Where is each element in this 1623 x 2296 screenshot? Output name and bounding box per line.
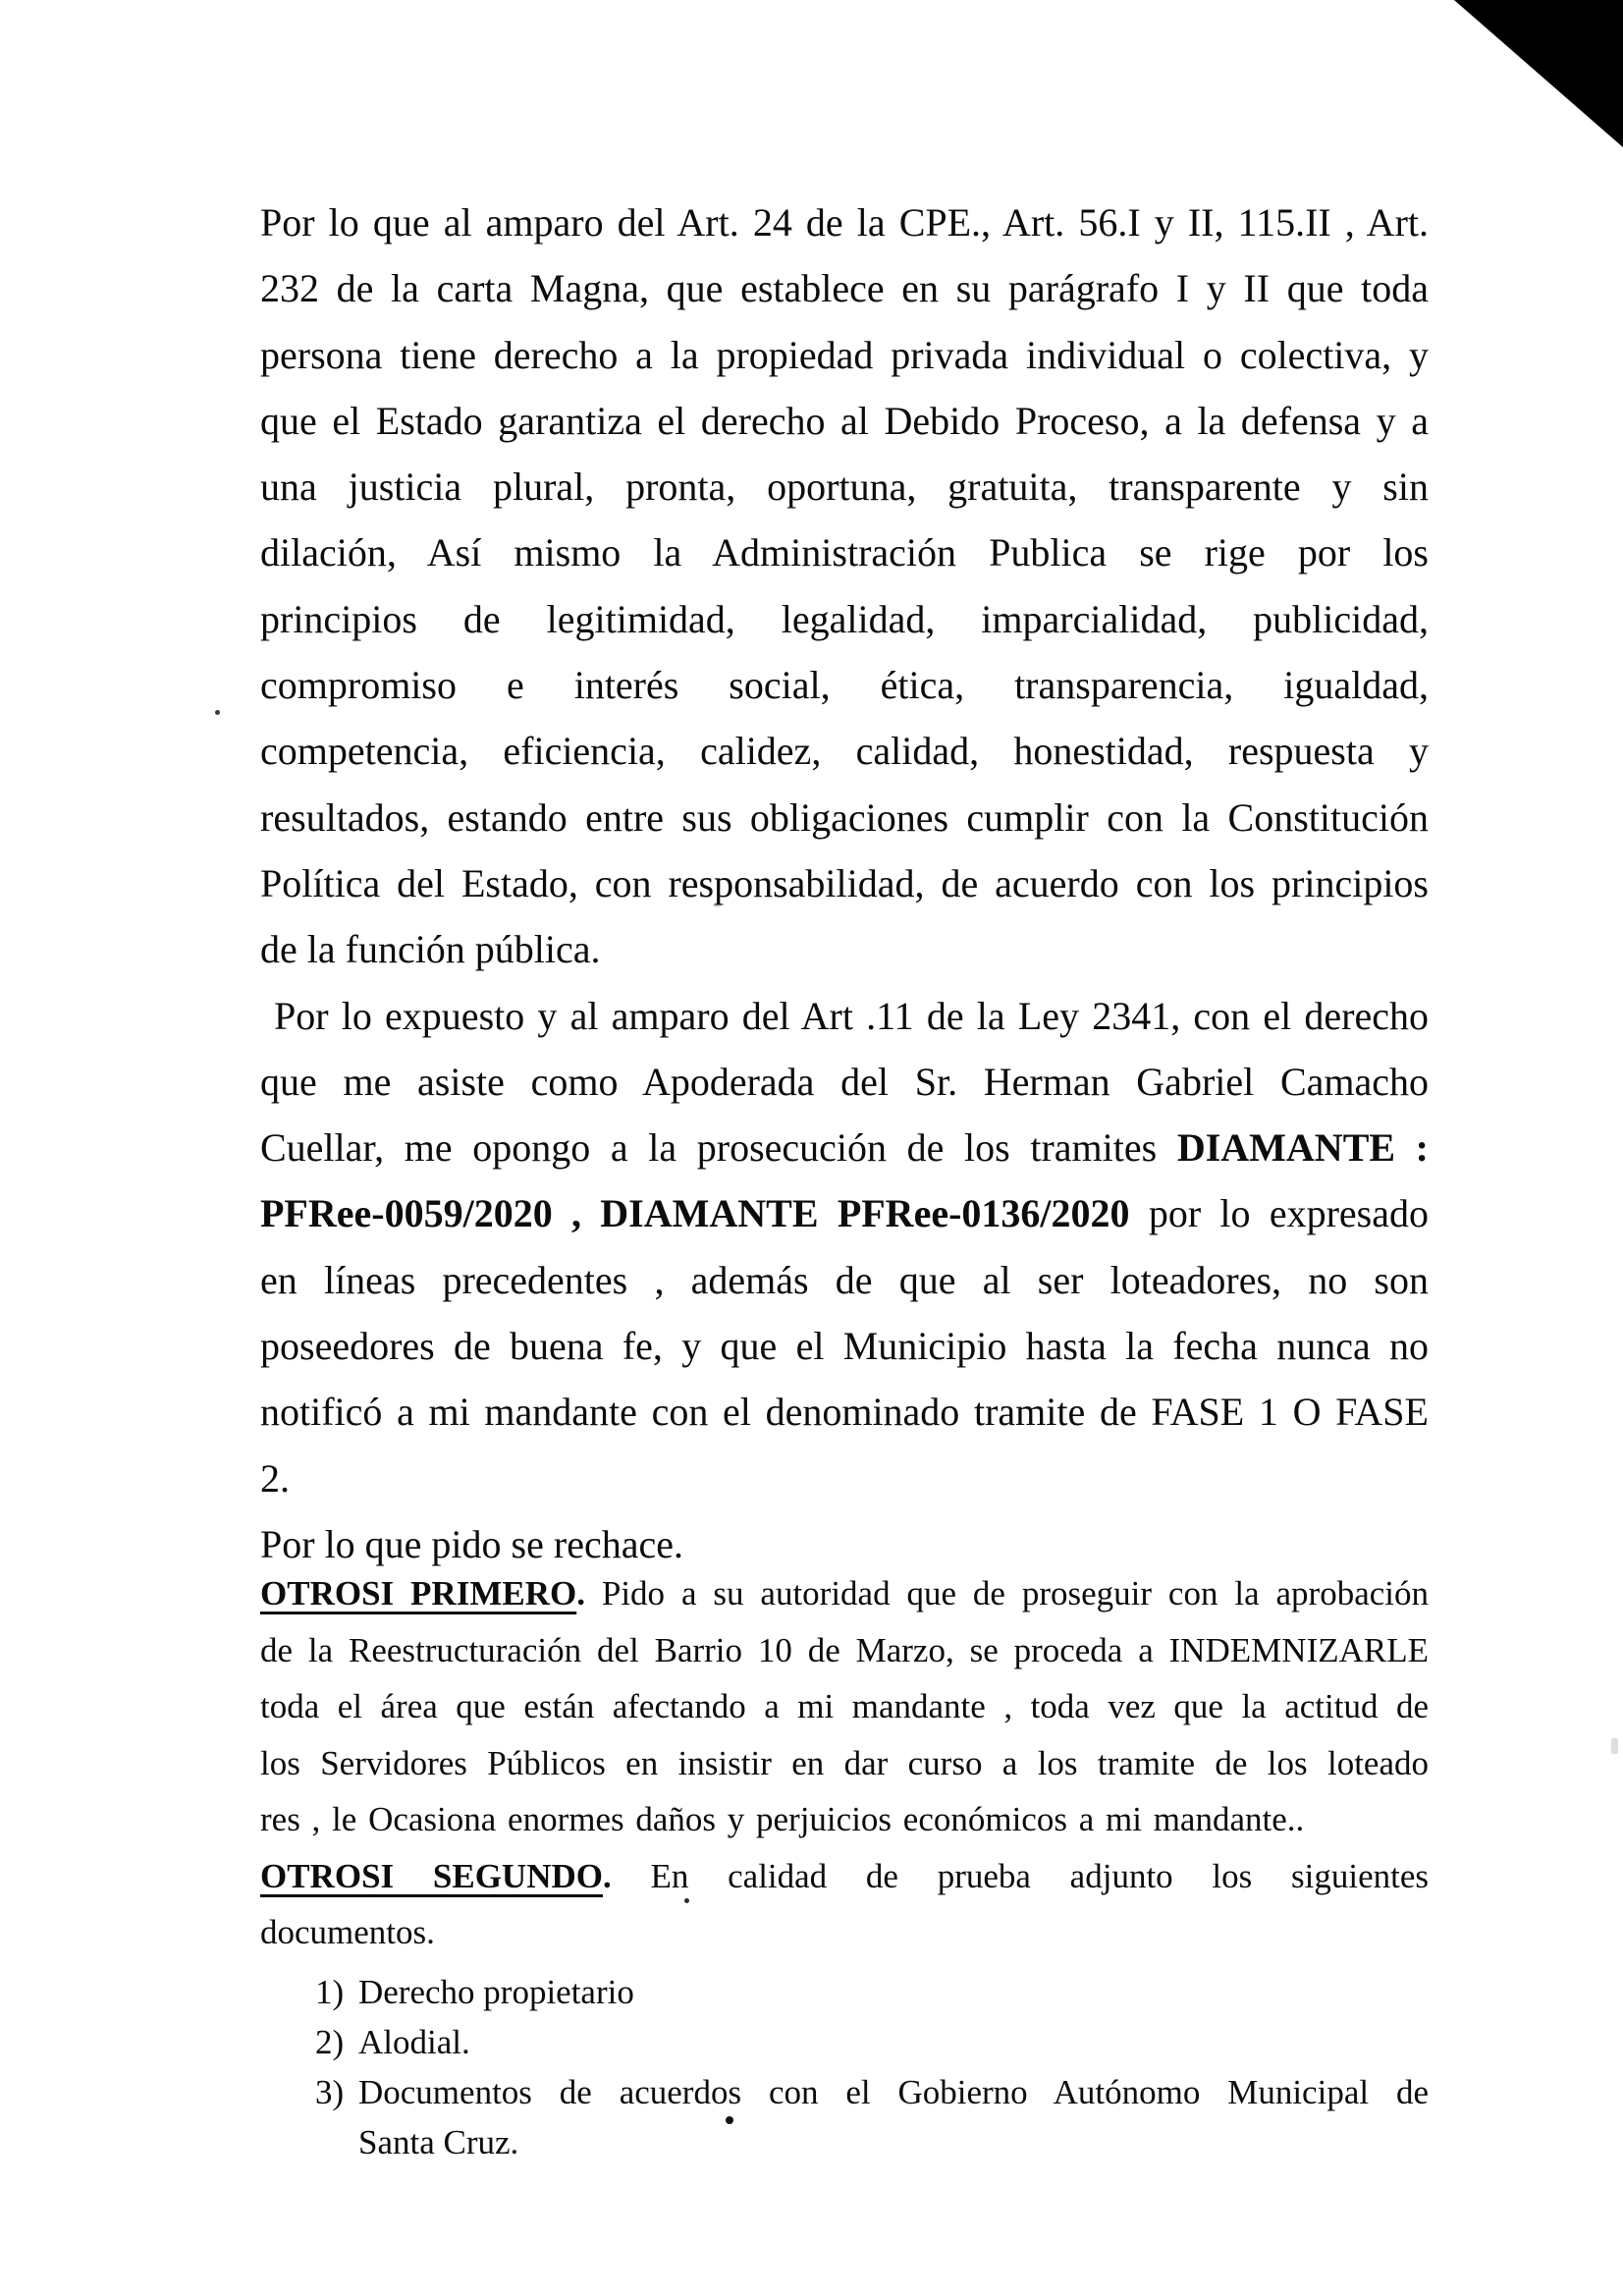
- heading-period: .: [603, 1856, 612, 1895]
- text-line: notificó a mi mandante con el denominado tramite de FASE 1 O FASE: [260, 1390, 1429, 1435]
- text-line: en líneas precedentes , además de que al ser loteadores, no son: [260, 1257, 1429, 1302]
- otrosi-sections: [260, 1565, 1429, 1961]
- document-body: [260, 190, 1429, 2167]
- list-item-number: 3): [315, 2072, 345, 2111]
- text-line: compromiso e interés social, ética, transparencia, igualdad,: [260, 663, 1429, 708]
- list-item-number: 2): [315, 2022, 345, 2061]
- text-line: res , le Ocasiona enormes daños y perjuicios económicos a mi mandante..: [260, 1800, 1305, 1839]
- list-item: [260, 2067, 1429, 2167]
- ink-speck: [1611, 1738, 1618, 1754]
- text-line: Por lo expuesto y al amparo del Art .11 de la Ley 2341, con el derecho: [274, 993, 1429, 1038]
- list-item-text: Derecho propietario: [358, 1972, 634, 2011]
- heading-period: .: [576, 1574, 585, 1613]
- text-line: Política del Estado, con responsabilidad, de acuerdo con los principios: [260, 860, 1429, 905]
- text-line: toda el área que están afectando a mi mandante , toda vez que la actitud de: [260, 1687, 1429, 1726]
- text-segment: Cuellar, me opongo a la prosecución de los tramites: [260, 1125, 1177, 1171]
- ink-speck: [215, 710, 220, 715]
- list-item-number: 1): [315, 1972, 345, 2011]
- text-line: una justicia plural, pronta, oportuna, gratuita, transparente y sin: [260, 465, 1429, 510]
- list-item: [260, 1967, 1429, 2017]
- text-line: documentos.: [260, 1913, 435, 1952]
- text-segment: por lo expresado: [1129, 1191, 1429, 1236]
- text-line: dilación, Así mismo la Administración Publica se rige por los: [260, 530, 1429, 575]
- list-item-text-continuation: Santa Cruz.: [358, 2122, 519, 2161]
- otrosi-primero-heading: OTROSI PRIMERO: [260, 1574, 577, 1613]
- otrosi-segundo-heading: OTROSI SEGUNDO: [260, 1856, 603, 1895]
- text-line: [260, 1565, 1429, 1622]
- list-item-text: Documentos de acuerdos con el Gobierno Autónomo Municipal de: [358, 2072, 1429, 2111]
- text-line: competencia, eficiencia, calidez, calidad, honestidad, respuesta y: [260, 729, 1429, 774]
- text-line: que me asiste como Apoderada del Sr. Herman Gabriel Camacho: [260, 1059, 1429, 1104]
- text-line: 232 de la carta Magna, que establece en su parágrafo I y II que toda: [260, 266, 1429, 311]
- text-line: persona tiene derecho a la propiedad privada individual o colectiva, y: [260, 332, 1429, 377]
- text-segment: En calidad de prueba adjunto los siguientes: [611, 1856, 1429, 1895]
- text-line: [260, 1848, 1429, 1905]
- text-line: Por lo que al amparo del Art. 24 de la CPE., Art. 56.I y II, 115.II , Art.: [260, 200, 1429, 245]
- text-line: 2.: [260, 1455, 290, 1501]
- text-line: que el Estado garantiza el derecho al Debido Proceso, a la defensa y a: [260, 398, 1429, 443]
- text-segment: Pido a su autoridad que de proseguir con la aprobación: [584, 1574, 1429, 1613]
- list-item: [260, 2017, 1429, 2067]
- text-line: de la Reestructuración del Barrio 10 de Marzo, se proceda a INDEMNIZARLE: [260, 1630, 1429, 1669]
- case-numbers-pfree: PFRee-0059/2020 , DIAMANTE PFRee-0136/2020: [260, 1191, 1130, 1236]
- text-line: [260, 1115, 1429, 1180]
- text-line: [260, 1180, 1429, 1246]
- scan-corner-artifact: [1454, 0, 1623, 147]
- petition-line: Por lo que pido se rechace.: [260, 1521, 683, 1566]
- opening-paragraph: [260, 190, 1429, 1577]
- list-item-text: Alodial.: [358, 2022, 470, 2061]
- text-line: resultados, estando entre sus obligaciones cumplir con la Constitución: [260, 794, 1429, 840]
- text-line: los Servidores Públicos en insistir en dar curso a los tramite de los loteado: [260, 1743, 1429, 1782]
- evidence-list: [260, 1967, 1429, 2167]
- text-line: de la función pública.: [260, 927, 601, 972]
- text-line: principios de legitimidad, legalidad, imparcialidad, publicidad,: [260, 596, 1429, 641]
- text-line: poseedores de buena fe, y que el Municipio hasta la fecha nunca no: [260, 1324, 1429, 1369]
- case-number-diamante: DIAMANTE :: [1176, 1125, 1430, 1171]
